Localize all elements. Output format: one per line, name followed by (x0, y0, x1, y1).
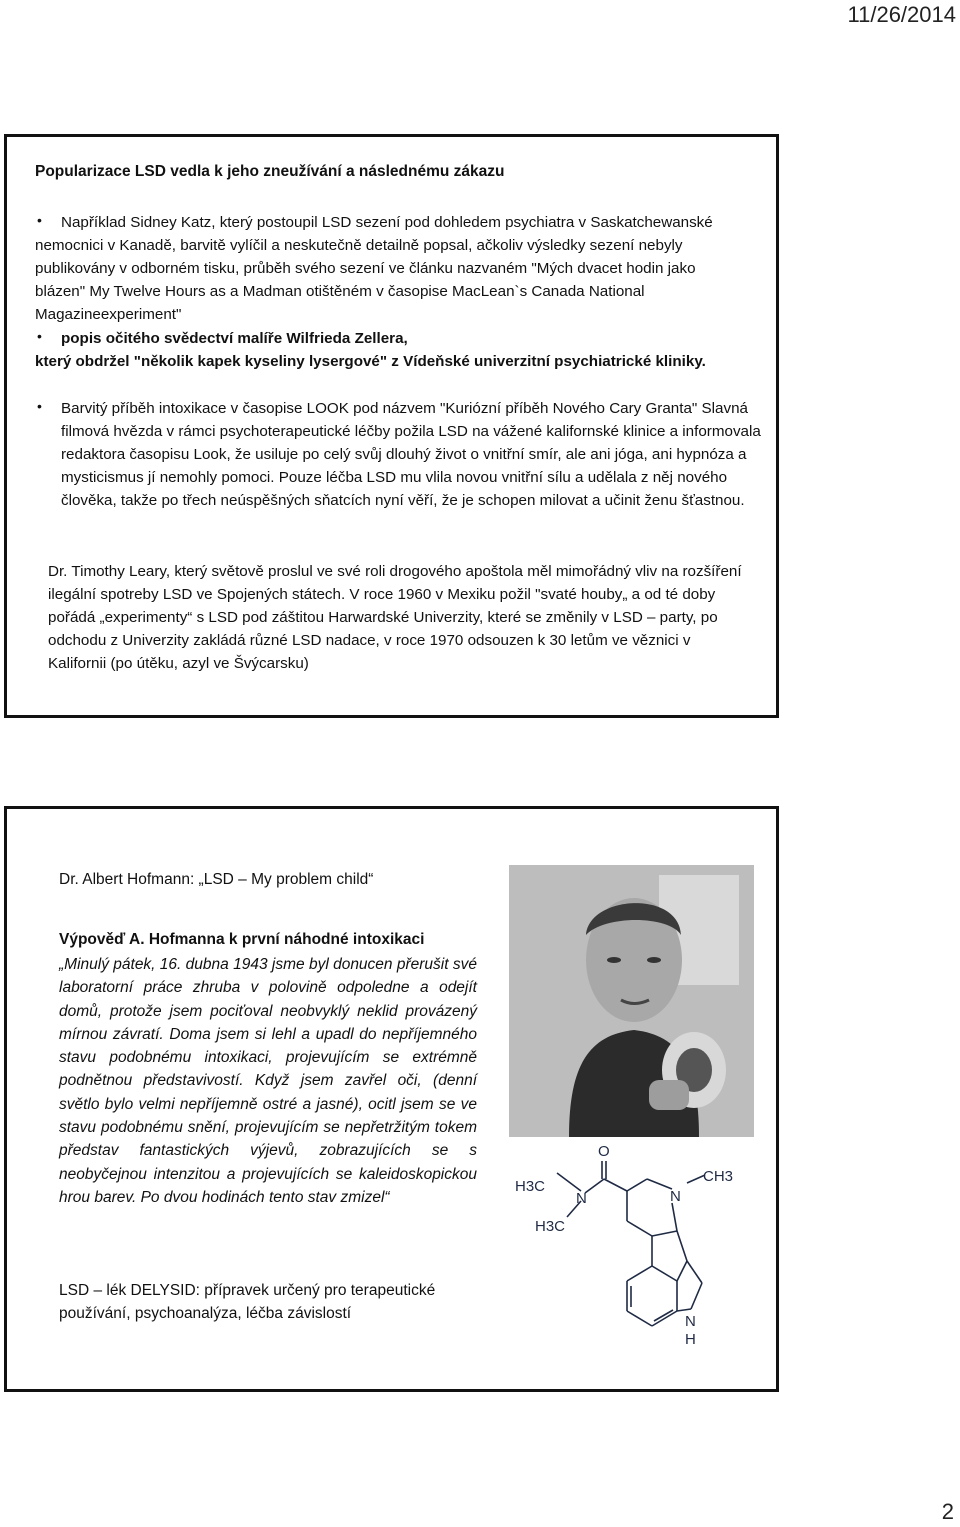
zeller-line-2: který obdržel "několik kapek kyseliny lysergové" z Vídeňské univerzitní psychiatrické kliniky. (35, 353, 706, 370)
formula-o: O (598, 1143, 610, 1160)
bullet-text-zeller (35, 327, 735, 373)
formula-h3c-top: H3C (515, 1178, 546, 1195)
portrait-illustration (509, 865, 754, 1137)
formula-nh-n: N (685, 1313, 696, 1330)
bullet-icon: • (37, 212, 42, 228)
lsd-structural-formula (507, 1131, 757, 1381)
slide-1 (4, 134, 779, 718)
slide-subtitle: Výpověď A. Hofmanna k první náhodné intoxikaci (59, 931, 425, 948)
formula-ch3: CH3 (703, 1168, 734, 1185)
bullet-icon: • (37, 398, 42, 414)
slide-title: Popularizace LSD vedla k jeho zneužívání a následnému zákazu (35, 163, 505, 180)
slide-title: Dr. Albert Hofmann: „LSD – My problem child“ (59, 871, 374, 888)
bullet-text-look: Barvitý příběh intoxikace v časopise LOOK pod názvem "Kuriózní příběh Nového Cary Granta" Slavná filmová hvězda v rámci psychoterapeutické léčby požila LSD na vážené kalifornské klinice a informovala redaktora časopisu Look, že usiluje po celý svůj dlouhý život o vnitřní smír, ale ani jóga, ani hypnóza a mysticismus jí nemohly pomoci. Pouze léčba LSD mu vlila novou vnitřní sílu a udělala z něj nového člověka, takže po třech neúspěšných sňatcích nyní věří, že je schopen milovat a učinit ženu šťastnou. (61, 400, 761, 509)
hofmann-photo (509, 865, 754, 1137)
bullet-icon: • (37, 328, 42, 344)
leary-paragraph: Dr. Timothy Leary, který světově proslul ve své roli drogového apoštola měl mimořádný vliv na rozšíření ilegální spotreby LSD ve Spojených státech. V roce 1960 v Mexiku požil "svaté houby„ a od té doby pořádá „experimenty“ s LSD pod záštitou Harwardské Univerzity, které se změnily v LSD – party, po odchodu z Univerzity zakládá různé LSD nadace, v roce 1970 odsouzen k 30 letům ve věznici v Kalifornii (po útěku, azyl ve Švýcarsku) (48, 563, 742, 672)
hofmann-quote: „Minulý pátek, 16. dubna 1943 jsme byl donucen přerušit své laboratorní práce zhruba v polovině odpoledne a odejít domů, protože jsem pociťoval neobvyklý neklid provázený mírnou závratí. Doma jsem si lehl a upadl do nepříjemného stavu podobnému intoxikaci, projevujícím se extrémně podnětnou představivostí. Když jsem zavřel oči, (denní světlo bylo velmi nepříjemně ostré a jasné), ocitl jsem se ve stavu podobnému snění, projevujícím se nepřetržitým tokem představ fantastických výjevů, zobrazujících se s neobyčejnou intenzitou a projevujících se kaleidoskopickou hrou barev. Po dvou hodinách tento stav zmizel“ (59, 956, 477, 1206)
bullet-text-katz: Například Sidney Katz, který postoupil LSD sezení pod dohledem psychiatra v Saskatchewanské nemocnici v Kanadě, barvitě vylíčil a neskutečně detailně popsal, ačkoliv výsledky sezení nebyly publikovány v odborném tisku, průběh svého sezení ve článku nazvaném "Mých dvacet hodin jako blázen" My Twelve Hours as a Madman otištěném v časopise MacLean`s Canada National Magazineexperiment" (35, 214, 713, 323)
zeller-line-1: popis očitého svědectví malíře Wilfrieda Zellera, (61, 330, 408, 347)
delysid-note: LSD – lék DELYSID: přípravek určený pro terapeutické používání, psychoanalýza, léčba závislostí (59, 1282, 436, 1323)
slide-2 (4, 806, 779, 1392)
formula-nh-h: H (685, 1331, 696, 1348)
header-date: 11/26/2014 (847, 2, 956, 27)
formula-n-amide: N (576, 1190, 587, 1207)
page-number: 2 (941, 1499, 954, 1524)
formula-n-ring: N (670, 1188, 681, 1205)
formula-h3c-bottom: H3C (535, 1218, 566, 1235)
